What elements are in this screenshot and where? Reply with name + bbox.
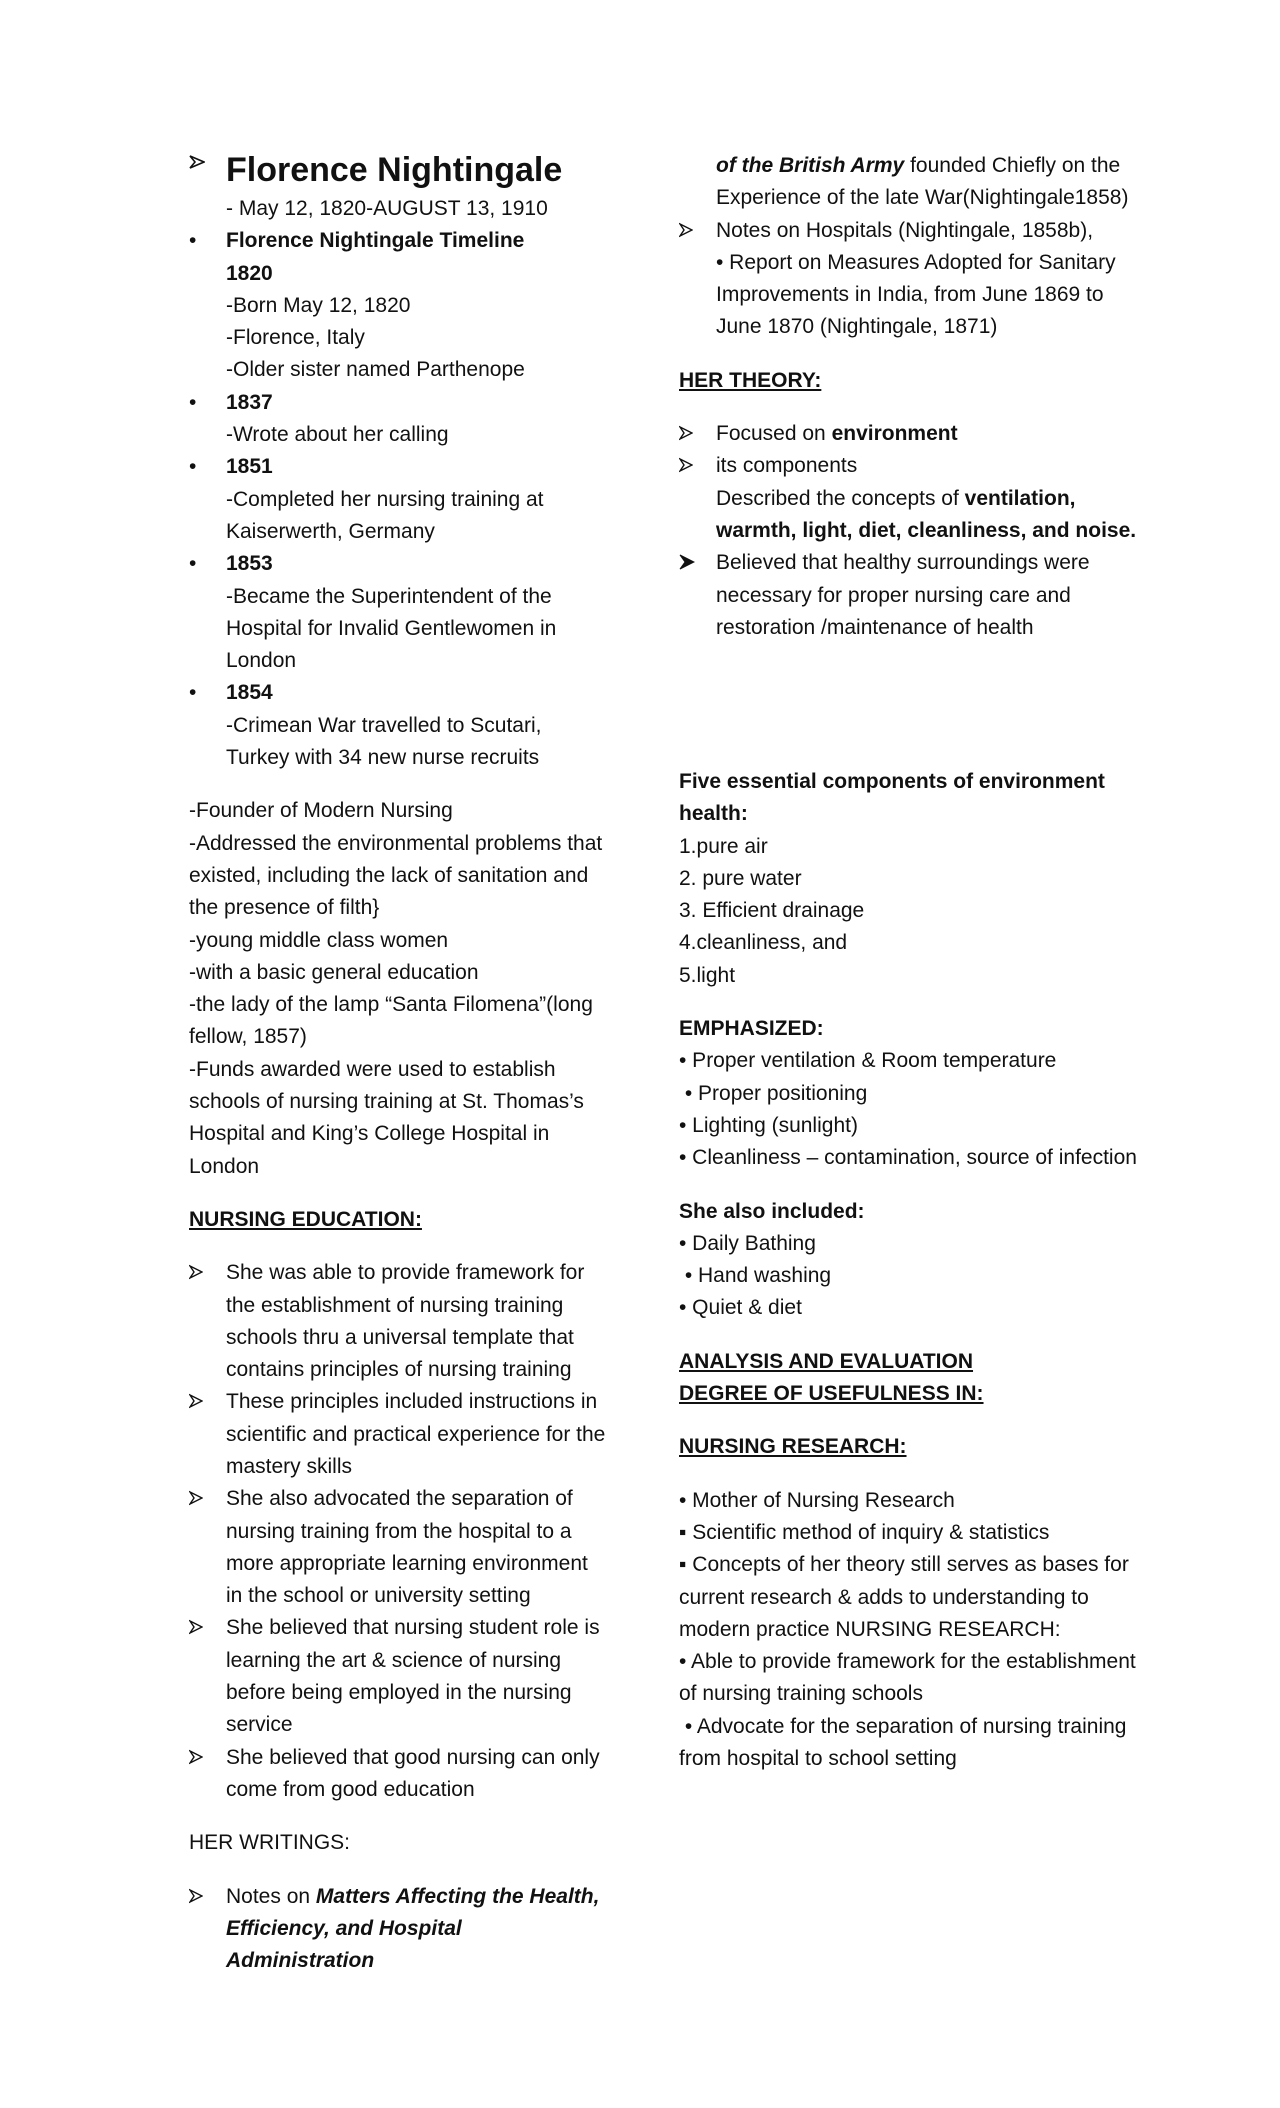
timeline-heading: Florence Nightingale Timeline xyxy=(226,229,525,253)
arrow-bullet-icon xyxy=(189,154,226,170)
her-theory-heading: HER THEORY: xyxy=(679,368,822,392)
writing-title: Matters Affecting the Health, Efficiency, and Hospital Administration xyxy=(226,1884,600,1973)
year-1820: 1820 xyxy=(226,261,273,285)
education-text: These principles included instructions in scientific and practical experience for the mastery skills xyxy=(226,1390,606,1478)
theory-text: Believed that healthy surroundings were necessary for proper nursing care and restoration /maintenance of health xyxy=(716,551,1090,639)
arrow-bullet-icon xyxy=(189,1386,226,1416)
theory-text: Described the concepts of xyxy=(716,486,965,510)
component-item: 2. pure water xyxy=(679,866,802,890)
year-1854: 1854 xyxy=(226,681,273,705)
timeline-line: -Became the Superintendent of the Hospital for Invalid Gentlewomen in London xyxy=(226,584,557,673)
timeline-line: -Crimean War travelled to Scutari, Turkey with 34 new nurse recruits xyxy=(226,713,542,770)
timeline-line: -Completed her nursing training at Kaiserwerth, Germany xyxy=(226,487,544,543)
founder-line: -Addressed the environmental problems that existed, including the lack of sanitation and the presence of filth} xyxy=(189,831,603,920)
title-block xyxy=(189,147,609,193)
founder-line: -with a basic general education xyxy=(189,960,479,984)
timeline-heading-item xyxy=(189,225,609,257)
writing-rest: founded Chiefly on the Experience of the late War(Nightingale1858) xyxy=(716,154,1129,210)
arrow-bullet-icon xyxy=(189,1257,226,1287)
founder-paragraph xyxy=(189,795,609,1183)
writing-text: • Report on Measures Adopted for Sanitary Improvements in India, from June 1869 to June 1870 (Nightingale, 1871) xyxy=(716,250,1116,339)
usefulness-heading: DEGREE OF USEFULNESS IN: xyxy=(679,1382,984,1406)
arrow-bullet-icon xyxy=(189,1742,226,1772)
bullet-dot-icon: • xyxy=(189,229,197,253)
nursing-education-heading: NURSING EDUCATION: xyxy=(189,1207,422,1231)
education-item xyxy=(189,1386,609,1483)
included-item: • Hand washing xyxy=(679,1264,832,1288)
theory-bold-text: ventilation, warmth, light, diet, cleanliness, and noise. xyxy=(716,486,1137,542)
research-line: • Able to provide framework for the establishment of nursing training schools xyxy=(679,1650,1136,1706)
education-item xyxy=(189,1612,609,1741)
theory-bold-text: environment xyxy=(831,422,958,446)
education-text: She believed that nursing student role is learning the art & science of nursing before being employed in the nursing service xyxy=(226,1616,600,1737)
nursing-research-heading: NURSING RESEARCH: xyxy=(679,1435,907,1459)
research-line: • Advocate for the separation of nursing training from hospital to school setting xyxy=(679,1714,1133,1771)
right-column xyxy=(679,150,1139,644)
writing-text: Notes on Hospitals (Nightingale, 1858b), xyxy=(716,218,1094,242)
year-1853: 1853 xyxy=(226,552,273,576)
bullet-dot-icon: • xyxy=(189,455,197,479)
bullet-dot-icon: • xyxy=(189,552,197,576)
theory-item xyxy=(679,547,1139,644)
writing-item xyxy=(679,215,1139,344)
page-title: Florence Nightingale xyxy=(226,151,563,189)
arrow-bullet-icon xyxy=(679,547,716,577)
timeline-1851 xyxy=(189,451,609,548)
emphasized-item: • Proper positioning xyxy=(679,1081,868,1105)
right-column-lower xyxy=(679,766,1139,1775)
theory-item xyxy=(679,450,1139,547)
founder-line: -the lady of the lamp “Santa Filomena”(long fellow, 1857) xyxy=(189,993,593,1049)
included-item: • Quiet & diet xyxy=(679,1296,802,1320)
education-item xyxy=(189,1742,609,1807)
timeline-1854 xyxy=(189,677,609,774)
theory-item xyxy=(679,418,1139,450)
writing-item xyxy=(189,1881,609,1978)
arrow-bullet-icon xyxy=(189,1483,226,1513)
arrow-bullet-icon xyxy=(189,1881,226,1911)
research-line: ▪ Concepts of her theory still serves as bases for current research & adds to understanding to modern practice NURSING RESEARCH: xyxy=(679,1553,1129,1641)
writings-heading: HER WRITINGS: xyxy=(189,1831,350,1855)
writing-title-continued: of the British Army xyxy=(716,154,905,177)
arrow-bullet-icon xyxy=(679,418,716,448)
arrow-bullet-icon xyxy=(189,1612,226,1642)
emphasized-item: • Lighting (sunlight) xyxy=(679,1113,858,1137)
timeline-line: -Wrote about her calling xyxy=(226,423,449,447)
arrow-bullet-icon xyxy=(679,450,716,480)
writing-prefix: Notes on xyxy=(226,1884,316,1908)
component-item: 3. Efficient drainage xyxy=(679,899,865,923)
component-item: 4.cleanliness, and xyxy=(679,931,848,955)
timeline-line: -Older sister named Parthenope xyxy=(226,358,525,382)
education-item xyxy=(189,1483,609,1612)
timeline-line: -Born May 12, 1820 xyxy=(226,293,411,317)
writing-item-continued xyxy=(679,150,1139,215)
life-dates: - May 12, 1820-AUGUST 13, 1910 xyxy=(226,197,548,220)
emphasized-item: • Cleanliness – contamination, source of infection xyxy=(679,1146,1137,1170)
included-item: • Daily Bathing xyxy=(679,1231,816,1255)
timeline-1837 xyxy=(189,387,609,452)
founder-line: -young middle class women xyxy=(189,928,449,952)
year-1837: 1837 xyxy=(226,390,273,414)
education-text: She was able to provide framework for the establishment of nursing training schools thru a universal template that contains principles of nursing training xyxy=(226,1261,585,1382)
timeline-1820 xyxy=(189,258,609,387)
analysis-heading: ANALYSIS AND EVALUATION xyxy=(679,1349,974,1373)
component-item: 1.pure air xyxy=(679,834,768,858)
founder-line: -Founder of Modern Nursing xyxy=(189,799,453,823)
education-text: She also advocated the separation of nursing training from the hospital to a more appropriate learning environment in the school or university setting xyxy=(226,1487,588,1608)
also-included-heading: She also included: xyxy=(679,1199,865,1223)
timeline-line: -Florence, Italy xyxy=(226,326,365,350)
component-item: 5.light xyxy=(679,963,736,987)
theory-text: its components xyxy=(716,454,858,478)
left-column xyxy=(189,147,609,1977)
founder-line: -Funds awarded were used to establish schools of nursing training at St. Thomas’s Hospital and King’s College Hospital in London xyxy=(189,1057,584,1178)
year-1851: 1851 xyxy=(226,455,273,479)
education-text: She believed that good nursing can only come from good education xyxy=(226,1745,600,1801)
timeline-1853 xyxy=(189,548,609,677)
emphasized-item: • Proper ventilation & Room temperature xyxy=(679,1049,1057,1073)
bullet-dot-icon: • xyxy=(189,681,197,705)
theory-text: Focused on xyxy=(716,422,832,446)
bullet-dot-icon: • xyxy=(189,390,197,414)
research-line: ▪ Scientific method of inquiry & statistics xyxy=(679,1520,1050,1544)
arrow-bullet-icon xyxy=(679,215,716,245)
research-line: • Mother of Nursing Research xyxy=(679,1488,955,1512)
five-components-heading: Five essential components of environment health: xyxy=(679,770,1105,826)
education-item xyxy=(189,1257,609,1386)
emphasized-heading: EMPHASIZED: xyxy=(679,1017,824,1041)
dates-line xyxy=(189,193,609,225)
